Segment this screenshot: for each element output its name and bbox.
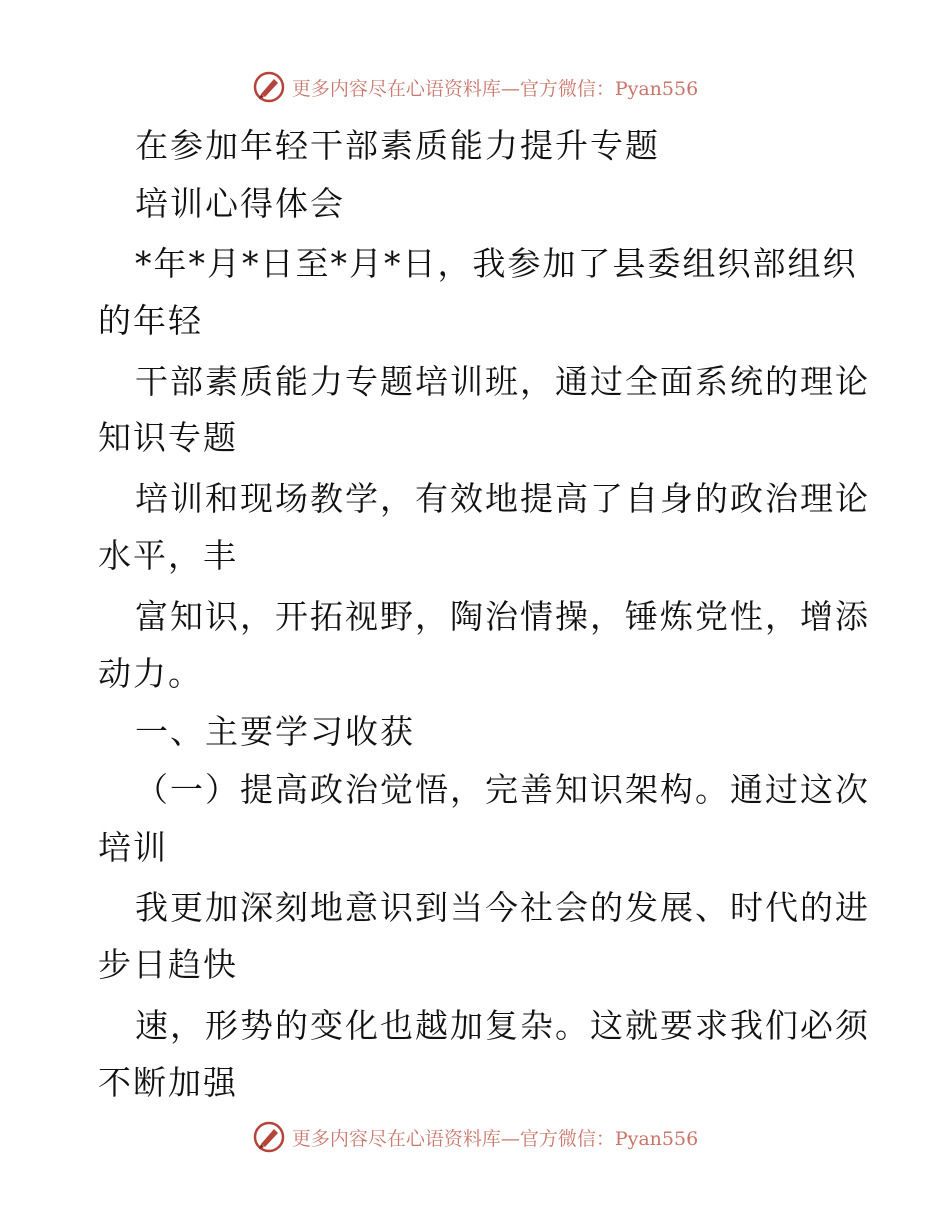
paragraph-line: 培训 <box>98 828 168 867</box>
paragraph-line: 动力。 <box>98 654 203 693</box>
paragraph-line: 的年轻 <box>98 301 203 340</box>
paragraph-line: *年*月*日至*月*日，我参加了县委组织部组织 <box>135 244 858 283</box>
watermark-text: 更多内容尽在心语资料库—官方微信：Pyan556 <box>291 1127 699 1150</box>
paragraph-line: 培训和现场教学，有效地提高了自身的政治理论 <box>135 479 870 518</box>
footer-watermark-banner <box>0 1120 950 1154</box>
pen-logo-icon <box>252 1120 286 1154</box>
paragraph-line: 速，形势的变化也越加复杂。这就要求我们必须 <box>135 1006 870 1045</box>
paragraph-line: 水平，丰 <box>98 536 238 575</box>
title-line-2: 培训心得体会 <box>135 184 345 223</box>
paragraph-line: 不断加强 <box>98 1063 238 1102</box>
paragraph-line: 干部素质能力专题培训班，通过全面系统的理论 <box>135 362 870 401</box>
pen-logo-icon <box>252 70 286 104</box>
paragraph-line: 知识专题 <box>98 418 238 457</box>
paragraph-line: 步日趋快 <box>98 945 238 984</box>
subsection-line: （一）提高政治觉悟，完善知识架构。通过这次 <box>135 770 870 809</box>
section-heading: 一、主要学习收获 <box>135 712 415 751</box>
title-line-1: 在参加年轻干部素质能力提升专题 <box>135 126 660 165</box>
watermark-text: 更多内容尽在心语资料库—官方微信：Pyan556 <box>291 77 699 100</box>
header-watermark-banner <box>0 70 950 104</box>
paragraph-line: 我更加深刻地意识到当今社会的发展、时代的进 <box>135 888 870 927</box>
paragraph-line: 富知识，开拓视野，陶治情操，锤炼党性，增添 <box>135 597 870 636</box>
